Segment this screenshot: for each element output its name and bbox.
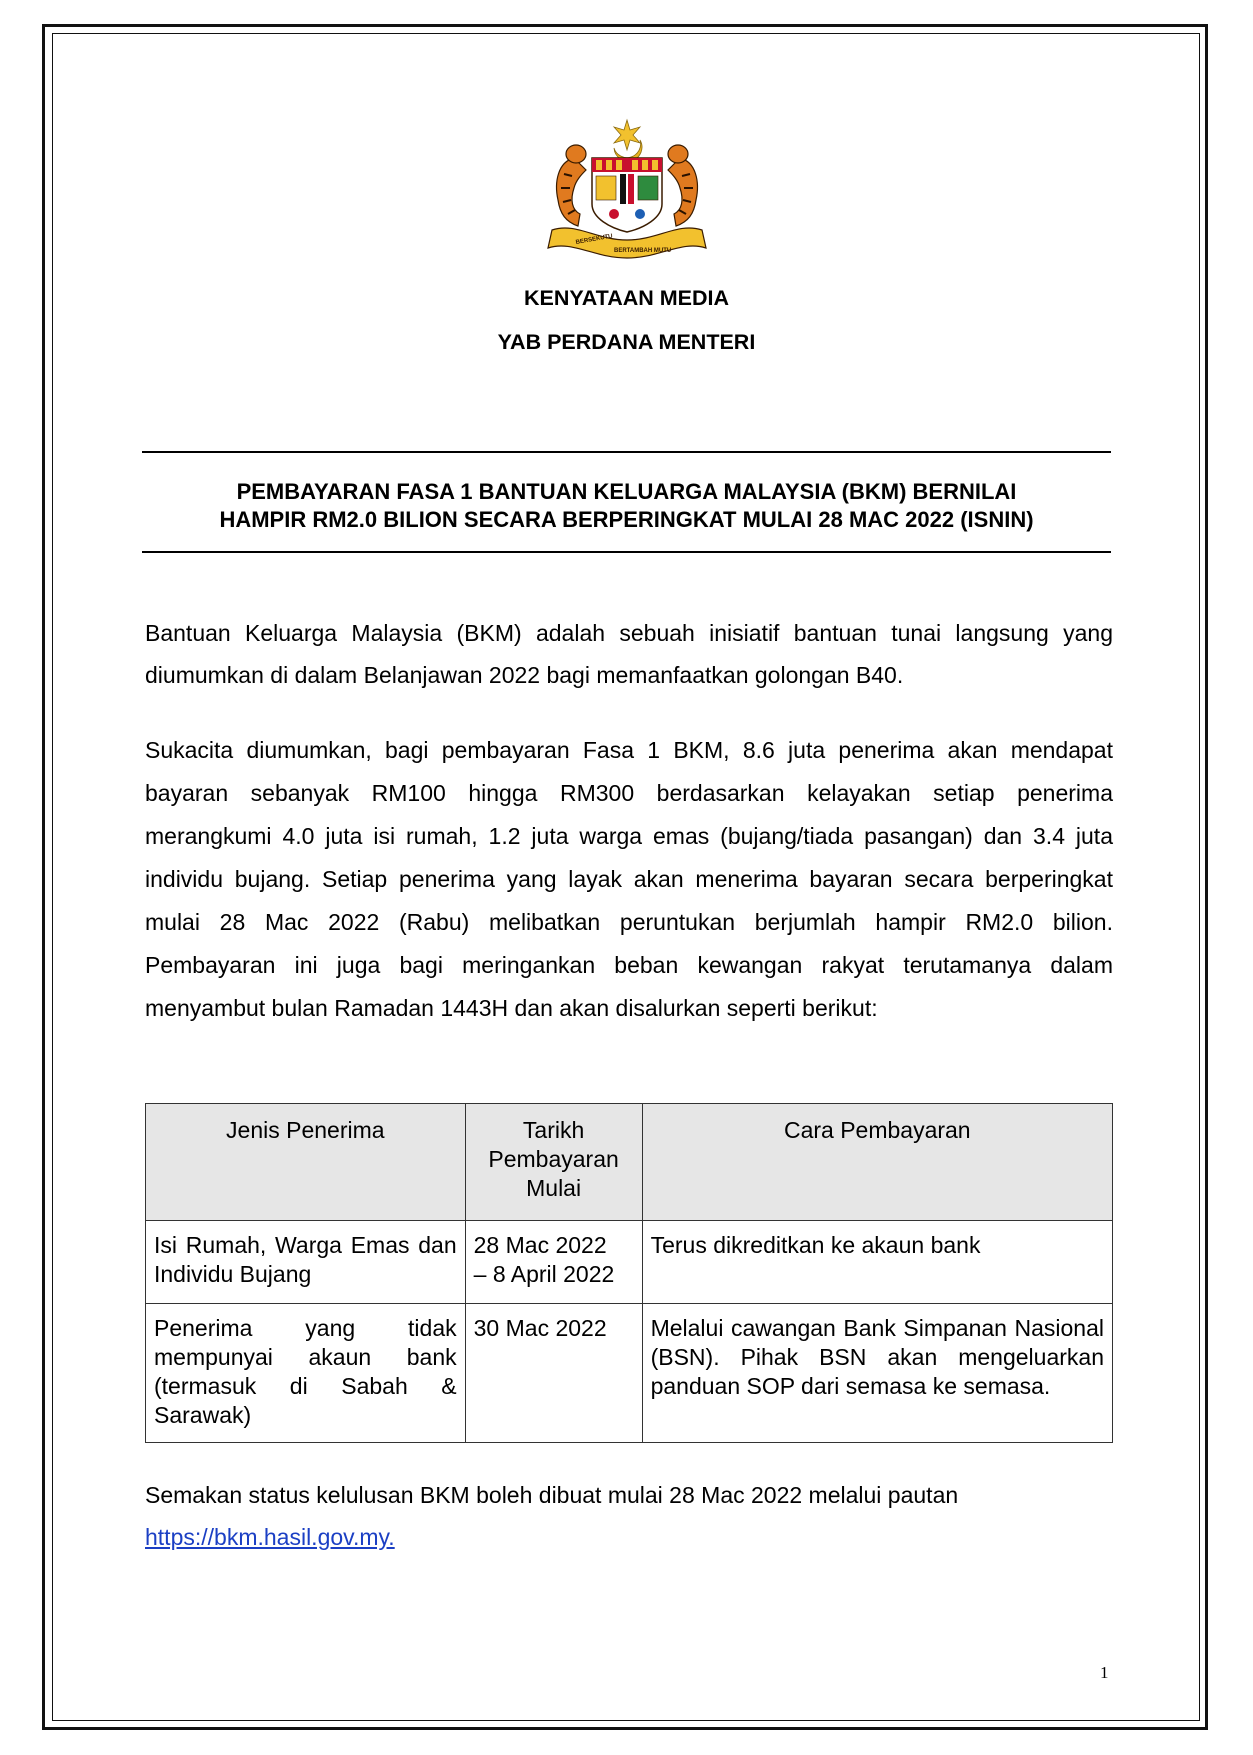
cell-date-line-1: 28 Mac 2022 — [473, 1232, 607, 1258]
cell-recipient: Isi Rumah, Warga Emas dan Individu Bujang — [146, 1221, 466, 1304]
crest-motto-left: BERSEKUTU — [575, 233, 614, 246]
cell-recipient: Penerima yang tidak mempunyai akaun bank (termasuk di Sabah & Sarawak) — [146, 1304, 466, 1443]
header-payment-start-date — [465, 1104, 642, 1221]
status-check-text: Semakan status kelulusan BKM boleh dibuat mulai 28 Mac 2022 melalui pautan — [145, 1482, 959, 1508]
statement-title — [142, 478, 1111, 534]
cell-date-line-2: – 8 April 2022 — [473, 1261, 615, 1287]
statement-title-line-2: HAMPIR RM2.0 BILION SECARA BERPERINGKAT MULAI 28 MAC 2022 (ISNIN) — [219, 507, 1034, 532]
cell-start-date: 30 Mac 2022 — [465, 1304, 642, 1443]
bkm-portal-link[interactable]: https://bkm.hasil.gov.my. — [145, 1524, 395, 1550]
table-row — [146, 1304, 1113, 1443]
page-number: 1 — [1100, 1663, 1109, 1682]
crest-motto-right: BERTAMBAH MUTU — [614, 248, 672, 254]
statement-title-line-1: PEMBAYARAN FASA 1 BANTUAN KELUARGA MALAYSIA (BKM) BERNILAI — [236, 479, 1017, 504]
paragraph-phase1-details: Sukacita diumumkan, bagi pembayaran Fasa 1 BKM, 8.6 juta penerima akan mendapat bayaran sebanyak RM100 hingga RM300 berdasarkan kelayakan setiap penerima merangkumi 4.0 juta isi rumah, 1.2 juta warga emas (bujang/tiada pasangan) dan 3.4 juta individu bujang. Setiap penerima yang layak akan menerima bayaran secara berperingkat mulai 28 Mac 2022 (Rabu) melibatkan peruntukan berjumlah hampir RM2.0 bilion. Pembayaran ini juga bagi meringankan beban kewangan rakyat terutamanya dalam menyambut bulan Ramadan 1443H dan akan disalurkan seperti berikut: — [145, 737, 1113, 1021]
header-recipient-type: Jenis Penerima — [146, 1104, 466, 1221]
header-date-line-3: Mulai — [526, 1175, 582, 1201]
paragraph-status-check — [145, 1474, 1113, 1558]
header-date-line-2: Pembayaran — [488, 1146, 619, 1172]
payment-schedule-table — [145, 1103, 1113, 1443]
prime-minister-heading: YAB PERDANA MENTERI — [497, 330, 756, 354]
title-bottom-rule — [142, 551, 1111, 553]
media-statement-heading: KENYATAAN MEDIA — [523, 286, 730, 310]
header-date-line-1: Tarikh — [522, 1117, 585, 1143]
title-top-rule — [142, 451, 1111, 453]
cell-start-date — [465, 1221, 642, 1304]
table-row — [146, 1221, 1113, 1304]
malaysia-coat-of-arms-icon — [536, 118, 718, 260]
paragraph-bkm-intro: Bantuan Keluarga Malaysia (BKM) adalah sebuah inisiatif bantuan tunai langsung yang diumumkan di dalam Belanjawan 2022 bagi memanfaatkan golongan B40. — [145, 620, 1113, 688]
header-payment-method: Cara Pembayaran — [642, 1104, 1112, 1221]
cell-method: Terus dikreditkan ke akaun bank — [642, 1221, 1112, 1304]
cell-method: Melalui cawangan Bank Simpanan Nasional (BSN). Pihak BSN akan mengeluarkan panduan SOP dari semasa ke semasa. — [642, 1304, 1112, 1443]
table-header-row — [146, 1104, 1113, 1221]
